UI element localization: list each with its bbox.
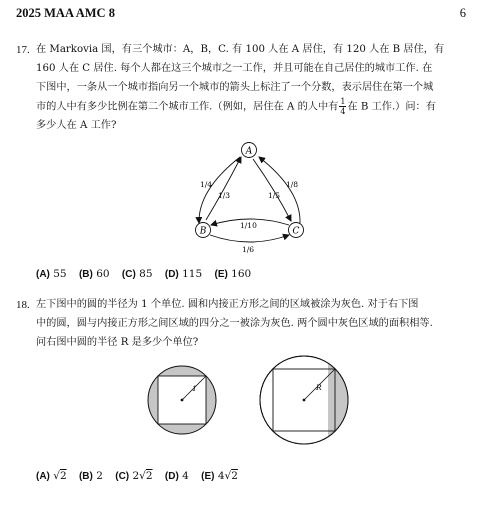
q18-text: [36, 295, 433, 352]
frac-denominator: 4: [340, 107, 346, 116]
node-b: [196, 223, 211, 238]
edge-label-1-4: 1/4: [200, 180, 213, 189]
page-number: 6: [459, 6, 466, 20]
q17-city-diagram: [180, 135, 320, 265]
q18-line-3: 问右图中圆的半径 R 是多少个单位?: [36, 337, 199, 348]
node-c-label: C: [292, 226, 300, 237]
q17-choices: [36, 268, 260, 280]
q17-number: 17.: [16, 44, 30, 56]
frac-numerator: 1: [340, 97, 346, 106]
left-radius-label: 1: [192, 384, 197, 393]
node-c: [289, 223, 304, 238]
edge-label-1-10: 1/10: [240, 221, 257, 230]
q17-inline-fraction: [339, 97, 346, 116]
q17-choice-d[interactable]: (D) 115: [164, 268, 203, 280]
edge-label-1-5: 1/5: [268, 191, 281, 200]
q18-choice-c[interactable]: (C) 2√2: [115, 470, 153, 482]
q17-line-1: 在 Markovia 国，有三个城市：A，B，C. 有 100 人在 A 居住，有 120 人在 B 居住，有: [36, 44, 445, 55]
node-b-label: B: [199, 226, 207, 237]
q18-line-2: 中的圆，圆与内接正方形之间区域的四分之一被涂为灰色. 两个圆中灰色区域的面积相等.: [36, 318, 433, 329]
q18-choice-e[interactable]: (E) 4√2: [201, 470, 238, 482]
edge-label-1-3: 1/3: [218, 191, 231, 200]
q17-line-4b: 在 B 工作.）问：有: [347, 101, 436, 113]
edge-label-1-8: 1/8: [286, 180, 299, 189]
node-a: [242, 143, 257, 158]
q17-line-3: 下图中，一条从一个城市指向另一个城市的箭头上标注了一个分数，表示居住在第一个城: [36, 82, 434, 93]
q18-line-1: 左下图中的圆的半径为 1 个单位. 圆和内接正方形之间的区域被涂为灰色. 对于右下图: [36, 299, 419, 310]
q18-figures: [140, 355, 360, 445]
right-circle-figure: [260, 356, 348, 444]
page-header: [16, 6, 466, 24]
edge-a-b-outer: [199, 157, 240, 223]
q17-choice-b[interactable]: (B) 60: [78, 268, 110, 280]
right-radius-label: R: [316, 383, 322, 392]
contest-title: 2025 MAA AMC 8: [16, 6, 115, 20]
q18-choices: [36, 470, 247, 482]
q17-line-2: 160 人在 C 居住. 每个人都在这三个城市之一工作，并且可能在自己居住的城市工作. 在: [36, 63, 433, 74]
edge-b-c-lower: [210, 235, 289, 242]
q17-text: [36, 40, 444, 135]
q17-line-4: [36, 97, 444, 116]
q18-choice-b[interactable]: (B) 2: [78, 470, 103, 482]
q17-line-5: 多少人在 A 工作?: [36, 120, 117, 131]
q17-line-4a: 市的人中有多少比例在第二个城市工作.（例如，居住在 A 的人中有: [36, 101, 339, 113]
q17-choice-a[interactable]: (A) 55: [36, 268, 67, 280]
q18-number: 18.: [16, 299, 30, 311]
node-a-label: A: [245, 146, 253, 157]
left-circle-figure: [148, 366, 216, 434]
q18-choice-a[interactable]: (A) √2: [36, 470, 67, 482]
q17-choice-c[interactable]: (C) 85: [121, 268, 153, 280]
q18-choice-d[interactable]: (D) 4: [164, 470, 189, 482]
edge-label-1-6: 1/6: [242, 245, 255, 254]
edge-c-a-outer: [259, 157, 300, 223]
q17-choice-e[interactable]: (E) 160: [214, 268, 252, 280]
